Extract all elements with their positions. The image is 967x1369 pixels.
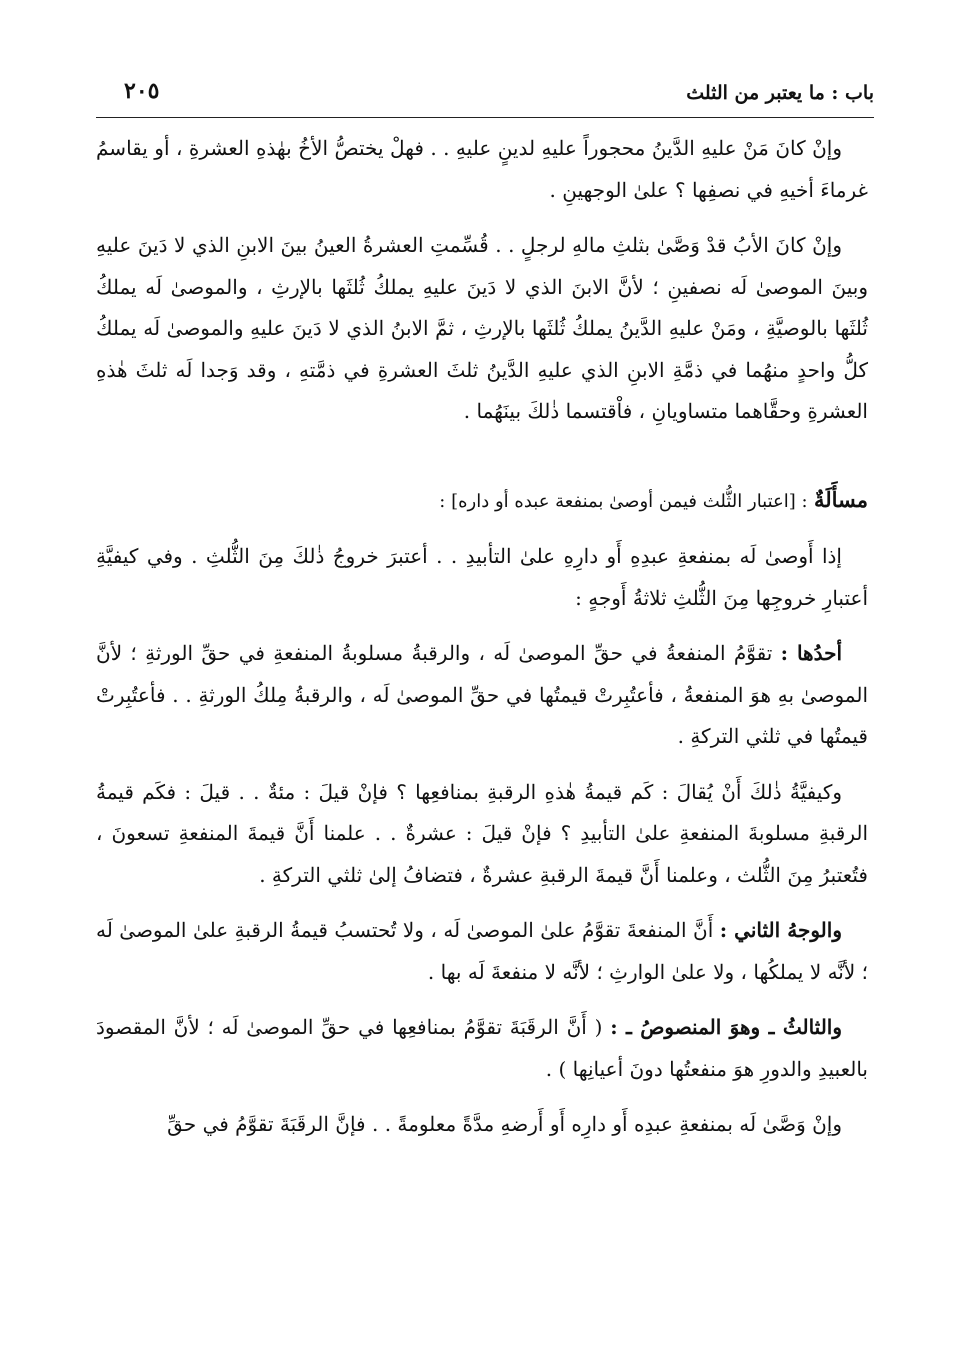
paragraph-gap: [96, 896, 868, 910]
running-title: باب : ما يعتبر من الثلث: [686, 82, 874, 104]
page-body: [96, 128, 868, 1146]
page-header: [96, 76, 874, 116]
paragraph-gap: [96, 522, 868, 536]
header-rule: [96, 117, 874, 118]
paragraph-3: إذا أَوصىٰ لَه بمنفعةِ عبدِهِ أَو دارِهِ علىٰ التأبيدِ . . أعتبرَ خروجُ ذٰلكَ مِنَ الثُّلثِ . وفي كيفيَّةِ أعتبارِ خروجِها مِنَ الثُّلثِ ثلاثةُ أَوجهٍ :: [96, 544, 868, 610]
paragraph-4-text: تقوَّمُ المنفعةُ في حقِّ الموصىٰ لَه ، والرقبةُ مسلوبةُ المنفعةِ في حقِّ الورثةِ ؛ لأنَّ الموصىٰ بهِ هوَ المنفعةُ ، فأعتُبِرتْ قيمتُها في حقِّ الموصىٰ لَه ، والرقبةُ مِلكُ الورثةِ . . فأعتُبِرتْ قيمتُها في ثلثي التركةِ .: [96, 641, 868, 748]
paragraph-4-lead: أحدُها :: [780, 641, 842, 665]
paragraph-6-text: أَنَّ المنفعةَ تقوَّمُ علىٰ الموصىٰ لَه ، ولا تُحتسبُ قيمةُ الرقبةِ علىٰ الموصىٰ لَه ؛ لأنَّه لا يملكُها ، ولا علىٰ الوارثِ ؛ لأنَّه لا منفعةَ لَه بها .: [96, 918, 868, 984]
paragraph-7-lead: والثالثُ ـ وهوَ المنصوصُ ـ :: [610, 1015, 843, 1039]
paragraph-6: [96, 910, 868, 993]
paragraph-2: وإنْ كانَ الأبُ قدْ وَصَّىٰ بثلثِ مالهِ لرجلٍ . . قُسِّمتِ العشرةُ العينُ بينَ الابنِ الذي لا دَينَ عليهِ وبينَ الموصىٰ لَه نصفينِ ؛ لأنَّ الابنَ الذي لا دَينَ عليهِ يملكُ ثُلثَها بالإرثِ ، والموصىٰ لَه يملكُ ثُلثَها بالوصيَّةِ ، ومَنْ عليهِ الدَّينُ يملكُ ثُلثَها بالإرثِ ، ثمَّ الابنُ الذي لا دَينَ عليهِ والموصىٰ لَه يملكُ كلُّ واحدٍ منهُما في ذمَّةِ الابنِ الذي عليهِ الدَّينُ ثلثَ العشرةِ في ذمَّتهِ ، وقد وَجدا لَه ثلثَ هٰذهِ العشرةِ وحقَّاهما متساويانِ ، فاْقتسما ذٰلكَ بينَهُما .: [96, 233, 868, 423]
masala-heading: [96, 479, 868, 523]
paragraph-7-text: ( أَنَّ الرقَبَةَ تقوَّمُ بمنافعِها في حقِّ الموصىٰ لَه ؛ لأنَّ المقصودَ بالعبيدِ والدورِ هوَ منفعتُها دونَ أعيانِها ) .: [96, 1015, 868, 1081]
paragraph-5: وكيفيَّةُ ذٰلكَ أَنْ يُقالَ : كَم قيمةُ هٰذهِ الرقبةِ بمنافعِها ؟ فإنْ قيلَ : مئةٌ . . قيلَ : فكَم قيمةُ الرقبةِ مسلوبةَ المنفعةِ علىٰ التأبيدِ ؟ فإنْ قيلَ : عشرةٌ . . علمنا أَنَّ قيمةَ المنفعةِ تسعونَ ، فتُعتبرُ مِنَ الثُّلث ، وعلمنا أَنَّ قيمةَ الرقبةِ عشرةٌ ، فتضافُ إلىٰ ثلثي التركةِ .: [96, 779, 868, 887]
masala-title: : [اعتبار الثُّلث فيمن أوصىٰ بمنفعة عبده أو داره] :: [439, 490, 808, 512]
paragraph-6-lead: والوجهُ الثاني :: [719, 918, 842, 942]
paragraph-gap: [96, 758, 868, 772]
section-gap: [96, 433, 868, 479]
paragraph-7: [96, 1007, 868, 1090]
page-number: ٢٠٥: [124, 78, 160, 104]
paragraph-gap: [96, 1090, 868, 1104]
paragraph-gap: [96, 619, 868, 633]
masala-word: مسأَلَةٌ: [813, 486, 868, 512]
paragraph-gap: [96, 993, 868, 1007]
paragraph-4: [96, 633, 868, 758]
paragraph-1: وإنْ كانَ مَنْ عليهِ الدَّينُ محجوراً عليهِ لدينٍ عليهِ . . فهلْ يختصُّ الأخُ بهٰذهِ العشرةِ ، أو يقاسمُ غرماءَ أخيهِ في نصفِها ؟ علىٰ الوجهينِ .: [96, 136, 868, 202]
paragraph-gap: [96, 211, 868, 225]
paragraph-8: وإنْ وَصَّىٰ لَه بمنفعةِ عبدِه أَو دارِه أَو أَرضهِ مدَّةً معلومةً . . فإنَّ الرقَبَةَ تقوَّمُ في حقِّ: [167, 1112, 842, 1136]
